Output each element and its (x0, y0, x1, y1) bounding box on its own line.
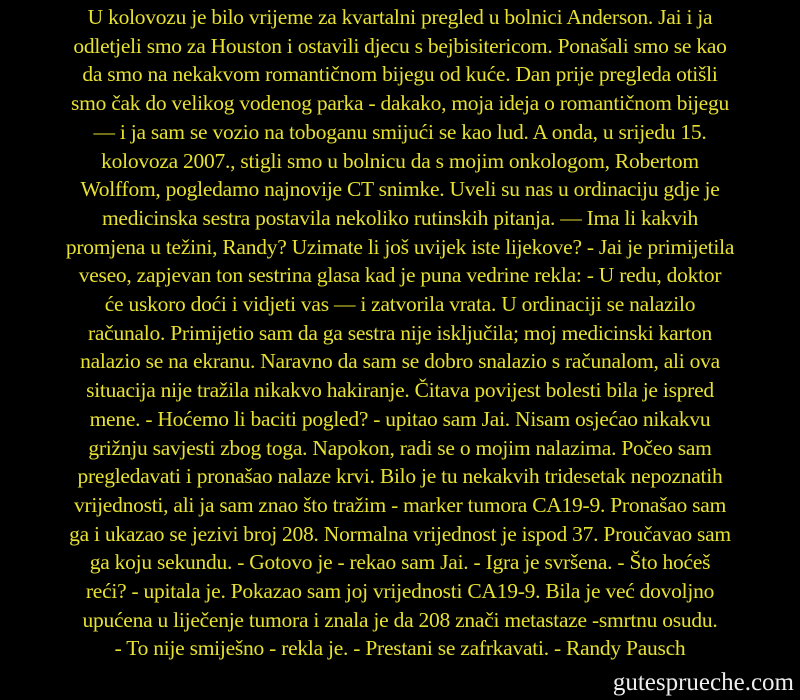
quote-line: promjena u težini, Randy? Uzimate li još uvijek iste lijekove? - Jai je primijetila (65, 234, 735, 259)
watermark-site-label: gutesprueche.com (612, 669, 794, 696)
quote-line: U kolovozu je bilo vrijeme za kvartalni pregled u bolnici Anderson. Jai i ja (87, 5, 713, 29)
quote-line: računalo. Primijetio sam da ga sestra nije isključila; moj medicinski karton (87, 320, 713, 345)
quote-line: kolovoza 2007., stigli smo u bolnicu da s mojim onkologom, Robertom (101, 148, 699, 173)
quote-line: ga i ukazao se jezivi broj 208. Normalna vrijednost je ispod 37. Proučavao sam (69, 521, 731, 546)
quote-line: vrijednosti, ali ja sam znao što tražim - marker tumora CA19-9. Pronašao sam (73, 492, 727, 517)
quote-line: veseo, zapjevan ton sestrina glasa kad je puna vedrine rekla: - U redu, doktor (78, 263, 722, 288)
quote-line: nalazio se na ekranu. Naravno da sam se dobro snalazio s računalom, ali ova (80, 349, 720, 374)
quote-line: odletjeli smo za Houston i ostavili djecu s bejbisitericom. Ponašali smo se kao (73, 33, 727, 58)
quote-line: reći? - upitala je. Pokazao sam joj vrijednosti CA19-9. Bila je već dovoljno (85, 579, 715, 604)
quote-line: situacija nije tražila nikakvo hakiranje. Čitava povijest bolesti bila je ispred (86, 378, 714, 403)
quote-line: mene. - Hoćemo li baciti pogled? - upitao sam Jai. Nisam osjećao nikakvu (89, 406, 711, 431)
quote-line: da smo na nekakvom romantičnom bijegu od kuće. Dan prije pregleda otišli (82, 62, 718, 87)
quote-line: Wolffom, pogledamo najnovije CT snimke. Uveli su nas u ordinaciju gdje je (80, 177, 720, 202)
quote-line: upućena u liječenje tumora i znala je da 208 znači metastaze -smrtnu osudu. (82, 607, 718, 632)
quote-line: će uskoro doći i vidjeti vas — i zatvorila vrata. U ordinaciji se nalazilo (104, 292, 696, 317)
quote-line: - To nije smiješno - rekla je. - Prestani se zafrkavati. - Randy Pausch (114, 636, 686, 661)
quote-line: grižnju savjesti zbog toga. Napokon, radi se o mojim nalazima. Počeo sam (88, 435, 712, 460)
quote-line: pregledavati i pronašao nalaze krvi. Bilo je tu nekakvih tridesetak nepoznatih (77, 464, 723, 489)
quote-line: ga koju sekundu. - Gotovo je - rekao sam Jai. - Igra je svršena. - Što hoćeš (89, 550, 711, 575)
quote-text (0, 3, 800, 663)
quote-line: smo čak do velikog vodenog parka - dakako, moja ideja o romantičnom bijegu (71, 91, 729, 116)
quote-line: medicinska sestra postavila nekoliko rutinskih pitanja. — Ima li kakvih (101, 205, 699, 230)
quote-line: — i ja sam se vozio na toboganu smijući se kao lud. A onda, u srijedu 15. (93, 119, 707, 144)
